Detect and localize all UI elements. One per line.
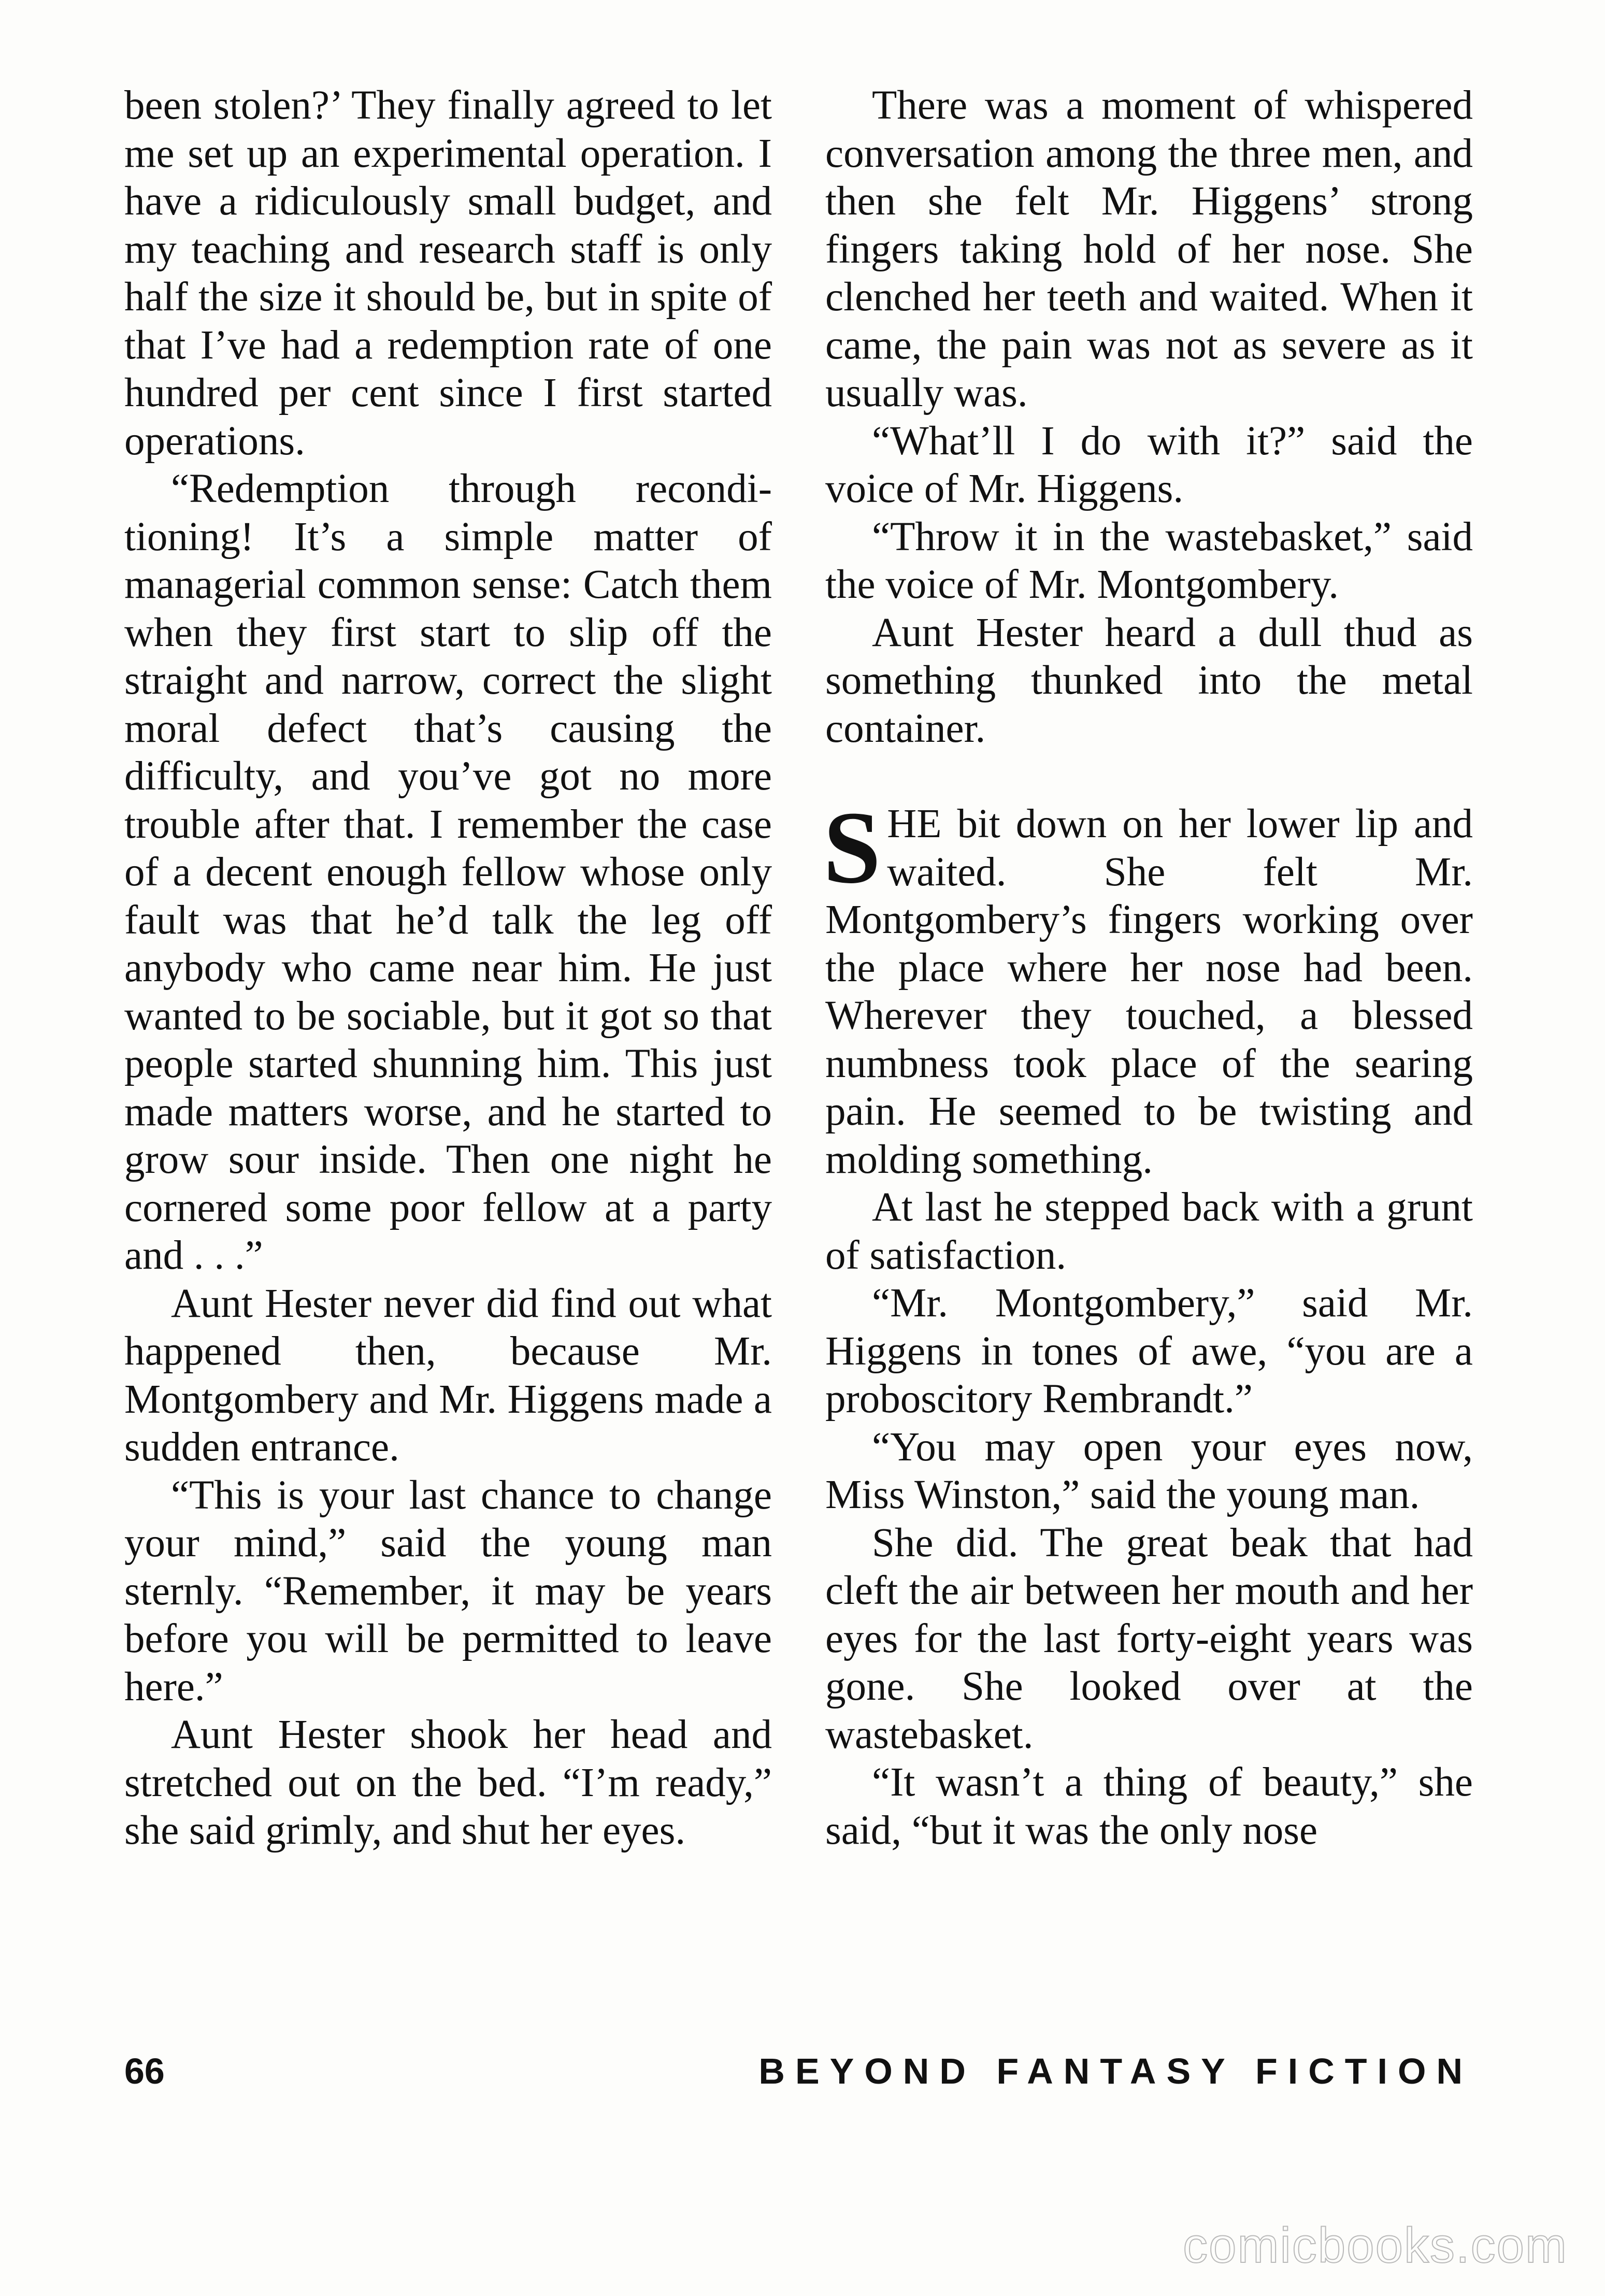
paragraph: “Throw it in the wastebasket,” said the voice of Mr. Montgombery. (825, 514, 1473, 607)
paragraph: Aunt Hester shook her head and stretched out on the bed. “I’m ready,” she said grimly, and shut her eyes. (124, 1712, 772, 1853)
paragraph: Aunt Hester never did find out what happened then, because Mr. Montgombery and Mr. Higgens made a sudden entrance. (124, 1281, 772, 1470)
right-text-column (825, 82, 1473, 1855)
section-break (825, 753, 1473, 800)
page-footer (124, 2050, 1473, 2102)
paragraph: At last he stepped back with a grunt of satisfaction. (825, 1185, 1473, 1278)
left-text-column (124, 82, 772, 1855)
paragraph: There was a moment of whispered conversation among the three men, and then she felt Mr. Higgens’ strong fingers taking hold of her nose. She clenched her teeth and waited. When it came, the pain was not as severe as it usually was. (825, 83, 1473, 415)
paragraph: “What’ll I do with it?” said the voice of Mr. Higgens. (825, 418, 1473, 511)
paragraph: “It wasn’t a thing of beauty,” she said, “but it was the only nose (825, 1760, 1473, 1853)
paragraph: “You may open your eyes now, Miss Winston,” said the young man. (825, 1424, 1473, 1517)
page-number: 66 (124, 2051, 165, 2091)
paragraph: “Mr. Montgombery,” said Mr. Higgens in tones of awe, “you are a proboscitory Rembrandt.” (825, 1281, 1473, 1422)
paragraph: She did. The great beak that had cleft the air between her mouth and her eyes for the last forty-eight years was gone. She looked over at the wastebasket. (825, 1520, 1473, 1757)
paragraph: “This is your last chance to change your mind,” said the young man sternly. “Remember, it may be years before you will be permitted to leave here.” (124, 1472, 772, 1710)
dropcap-paragraph (823, 791, 1473, 1184)
paragraph: “Redemption through reconditioning! It’s a simple matter of managerial common sense: Catch them when they first start to slip off the straight and narrow, correct the slight moral defect that’s causing the difficulty, and you’ve got no more trouble after that. I remember the case of a decent enough fellow whose only fault was that he’d talk the leg off anybody who came near him. He just wanted to be sociable, but it got so that people started shunning him. This just made matters worse, and he started to grow sour inside. Then one night he cornered some poor fellow at a party and . . .” (124, 466, 772, 1278)
watermark: comicbooks.com (1183, 2218, 1568, 2273)
paragraph-text: HE bit down on her lower lip and waited. She felt Mr. Montgombery’s fingers working over the place where her nose had been. Wherever they touched, a blessed numbness took place of the searing pain. He seemed to be twisting and molding something. (825, 801, 1473, 1182)
running-title: BEYOND FANTASY FICTION (758, 2051, 1473, 2091)
drop-cap: S (823, 791, 881, 905)
paragraph: Aunt Hester heard a dull thud as something thunked into the metal container. (825, 610, 1473, 751)
paragraph: been stolen?’ They finally agreed to let me set up an experimental operation. I have a ridiculously small budget, and my teaching and research staff is only half the size it should be, but in spite of that I’ve had a redemption rate of one hundred per cent since I first started operations. (124, 83, 772, 464)
